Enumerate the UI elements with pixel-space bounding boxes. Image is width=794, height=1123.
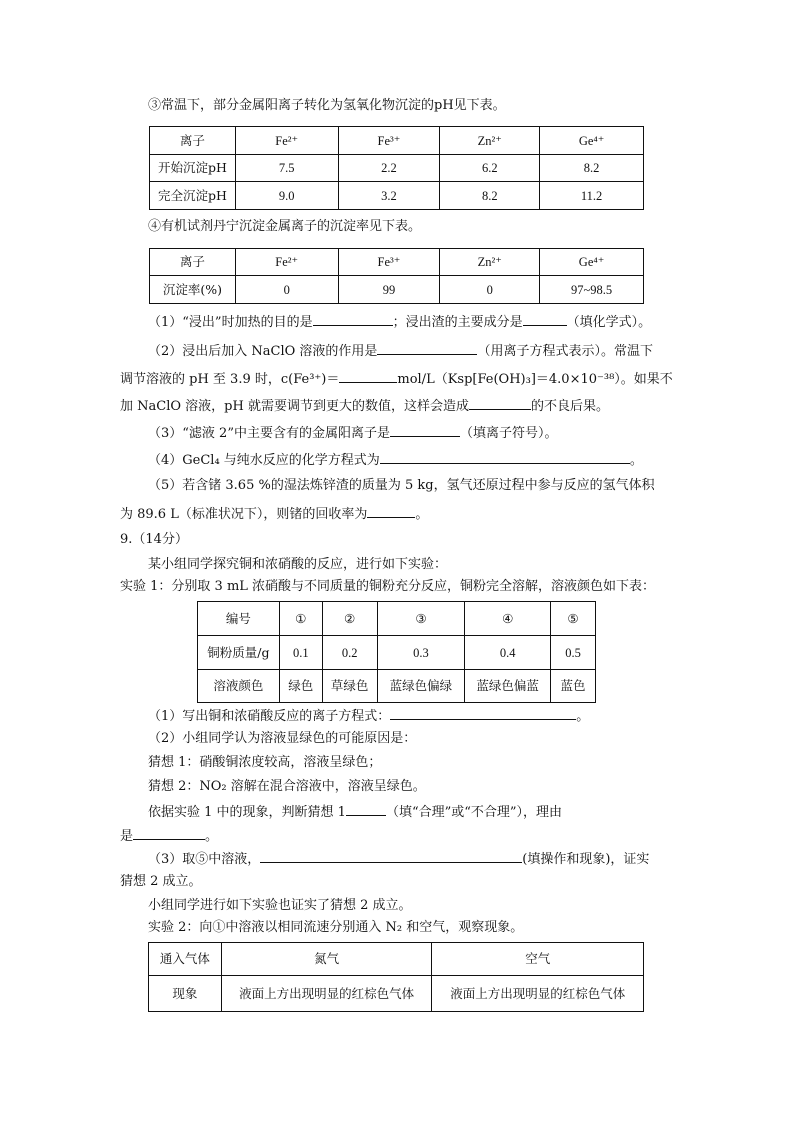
table-row — [198, 602, 596, 636]
table-cell: 蓝色 — [551, 670, 596, 703]
answer-blank[interactable] — [377, 340, 477, 355]
table-header: ① — [279, 602, 322, 636]
table-cell: 现象 — [149, 976, 222, 1012]
table-cell: 0.1 — [279, 636, 322, 670]
table-header: ⑤ — [551, 602, 596, 636]
table-cell: 97~98.5 — [540, 276, 644, 304]
answer-blank[interactable] — [313, 311, 393, 326]
table-cell: 99 — [338, 276, 440, 304]
table-cell: 9.0 — [235, 182, 338, 210]
table-cell: 开始沉淀pH — [150, 155, 236, 182]
table-cell: 3.2 — [338, 182, 440, 210]
table-header: Fe²⁺ — [235, 127, 338, 155]
table-header: Fe³⁺ — [338, 127, 440, 155]
answer-blank[interactable] — [346, 801, 386, 816]
answer-blank[interactable] — [133, 825, 205, 840]
table-row — [149, 976, 644, 1012]
experiment-2-description: 实验 2：向①中溶液以相同流速分别通入 N₂ 和空气，观察现象。 — [148, 920, 524, 935]
question-2-line-3: 加 NaClO 溶液，pH 就需要调节到更大的数值，这样会造成 的不良后果。 — [120, 395, 609, 417]
table-row — [150, 127, 644, 155]
table-header: 编号 — [198, 602, 280, 636]
table-cell: 蓝绿色偏绿 — [377, 670, 465, 703]
table-row — [150, 182, 644, 210]
problem-9-intro: 某小组同学探究铜和浓硝酸的反应，进行如下实验： — [148, 557, 448, 572]
table-header: Fe²⁺ — [235, 249, 338, 276]
ph-table — [149, 126, 644, 210]
question-3: （3）“滤液 2”中主要含有的金属阳离子是 （填离子符号）。 — [148, 422, 557, 444]
table-cell: 液面上方出现明显的红棕色气体 — [432, 976, 644, 1012]
table-cell: 0.3 — [377, 636, 465, 670]
question-4: （4）GeCl₄ 与纯水反应的化学方程式为 。 — [148, 449, 643, 471]
table-cell: 液面上方出现明显的红棕色气体 — [221, 976, 432, 1012]
table-row — [150, 155, 644, 182]
question-2-line-1: （2）浸出后加入 NaClO 溶液的作用是 （用离子方程式表示）。常温下 — [148, 340, 653, 362]
table-cell: 溶液颜色 — [198, 670, 280, 703]
answer-blank[interactable] — [469, 395, 531, 410]
table-header: ④ — [465, 602, 551, 636]
gas-experiment-table — [148, 942, 644, 1012]
table-header: Fe³⁺ — [338, 249, 440, 276]
table-row — [149, 943, 644, 976]
question-2-line-2: 调节溶液的 pH 至 3.9 时，c(Fe³⁺)＝ mol/L（Ksp[Fe(OH)₃]＝4.0×10⁻³⁸）。如果不 — [120, 368, 673, 390]
copper-experiment-table — [197, 601, 596, 703]
answer-blank[interactable] — [523, 311, 567, 326]
table-cell: 6.2 — [440, 155, 540, 182]
part-3-conclusion: 猜想 2 成立。 — [120, 874, 202, 889]
table-header: 氮气 — [221, 943, 432, 976]
part-3: （3）取⑤中溶液， (填操作和现象)，证实 — [148, 848, 649, 870]
question-5-line-1: （5）若含锗 3.65 %的湿法炼锌渣的质量为 5 kg，氢气还原过程中参与反应的氢气体积 — [148, 478, 655, 493]
table-cell: 沉淀率(%) — [150, 276, 236, 304]
table-cell: 11.2 — [540, 182, 644, 210]
table-cell: 2.2 — [338, 155, 440, 182]
table-header: 离子 — [150, 249, 236, 276]
table-cell: 0.2 — [322, 636, 377, 670]
experiment-1-description: 实验 1：分别取 3 mL 浓硝酸与不同质量的铜粉充分反应，铜粉完全溶解，溶液颜色如下表： — [120, 579, 656, 594]
guess-2: 猜想 2：NO₂ 溶解在混合溶液中，溶液呈绿色。 — [148, 779, 426, 794]
answer-blank[interactable] — [380, 449, 630, 464]
table-cell: 0 — [440, 276, 540, 304]
table-header: ② — [322, 602, 377, 636]
table-row — [198, 636, 596, 670]
precipitation-rate-table — [149, 248, 644, 304]
part-2-reason: 是 。 — [120, 825, 218, 847]
guess-1: 猜想 1：硝酸铜浓度较高，溶液呈绿色； — [148, 755, 382, 770]
table-header: 离子 — [150, 127, 236, 155]
table-row — [150, 276, 644, 304]
section3-intro: ③常温下，部分金属阳离子转化为氢氧化物沉淀的pH见下表。 — [148, 98, 506, 113]
table-cell: 蓝绿色偏蓝 — [465, 670, 551, 703]
table-cell: 8.2 — [540, 155, 644, 182]
table-header: 通入气体 — [149, 943, 222, 976]
part-2-judgement: 依据实验 1 中的现象，判断猜想 1 （填“合理”或“不合理”），理由 — [148, 801, 562, 823]
answer-blank[interactable] — [367, 503, 415, 518]
table-header: ③ — [377, 602, 465, 636]
table-header: Zn²⁺ — [440, 249, 540, 276]
table-cell: 8.2 — [440, 182, 540, 210]
answer-blank[interactable] — [390, 705, 576, 720]
table-cell: 草绿色 — [322, 670, 377, 703]
section4-intro: ④有机试剂丹宁沉淀金属离子的沉淀率见下表。 — [148, 219, 422, 234]
part-1: （1）写出铜和浓硝酸反应的离子方程式： 。 — [148, 705, 589, 727]
question-5-line-2: 为 89.6 L（标准状况下），则锗的回收率为 。 — [120, 503, 428, 525]
table-row — [198, 670, 596, 703]
table-cell: 0.5 — [551, 636, 596, 670]
experiment-2-intro: 小组同学进行如下实验也证实了猜想 2 成立。 — [148, 898, 412, 913]
table-cell: 绿色 — [279, 670, 322, 703]
question-1: （1）“浸出”时加热的目的是 ；浸出渣的主要成分是 （填化学式）。 — [148, 311, 651, 333]
part-2-intro: （2）小组同学认为溶液显绿色的可能原因是： — [148, 731, 417, 746]
table-cell: 铜粉质量/g — [198, 636, 280, 670]
answer-blank[interactable] — [390, 422, 460, 437]
problem-9-heading: 9.（14分） — [120, 532, 188, 547]
answer-blank[interactable] — [260, 848, 522, 863]
table-cell: 0 — [235, 276, 338, 304]
table-row — [150, 249, 644, 276]
table-header: 空气 — [432, 943, 644, 976]
table-cell: 完全沉淀pH — [150, 182, 236, 210]
table-cell: 0.4 — [465, 636, 551, 670]
table-header: Ge⁴⁺ — [540, 249, 644, 276]
table-header: Zn²⁺ — [440, 127, 540, 155]
table-cell: 7.5 — [235, 155, 338, 182]
answer-blank[interactable] — [339, 368, 397, 383]
table-header: Ge⁴⁺ — [540, 127, 644, 155]
